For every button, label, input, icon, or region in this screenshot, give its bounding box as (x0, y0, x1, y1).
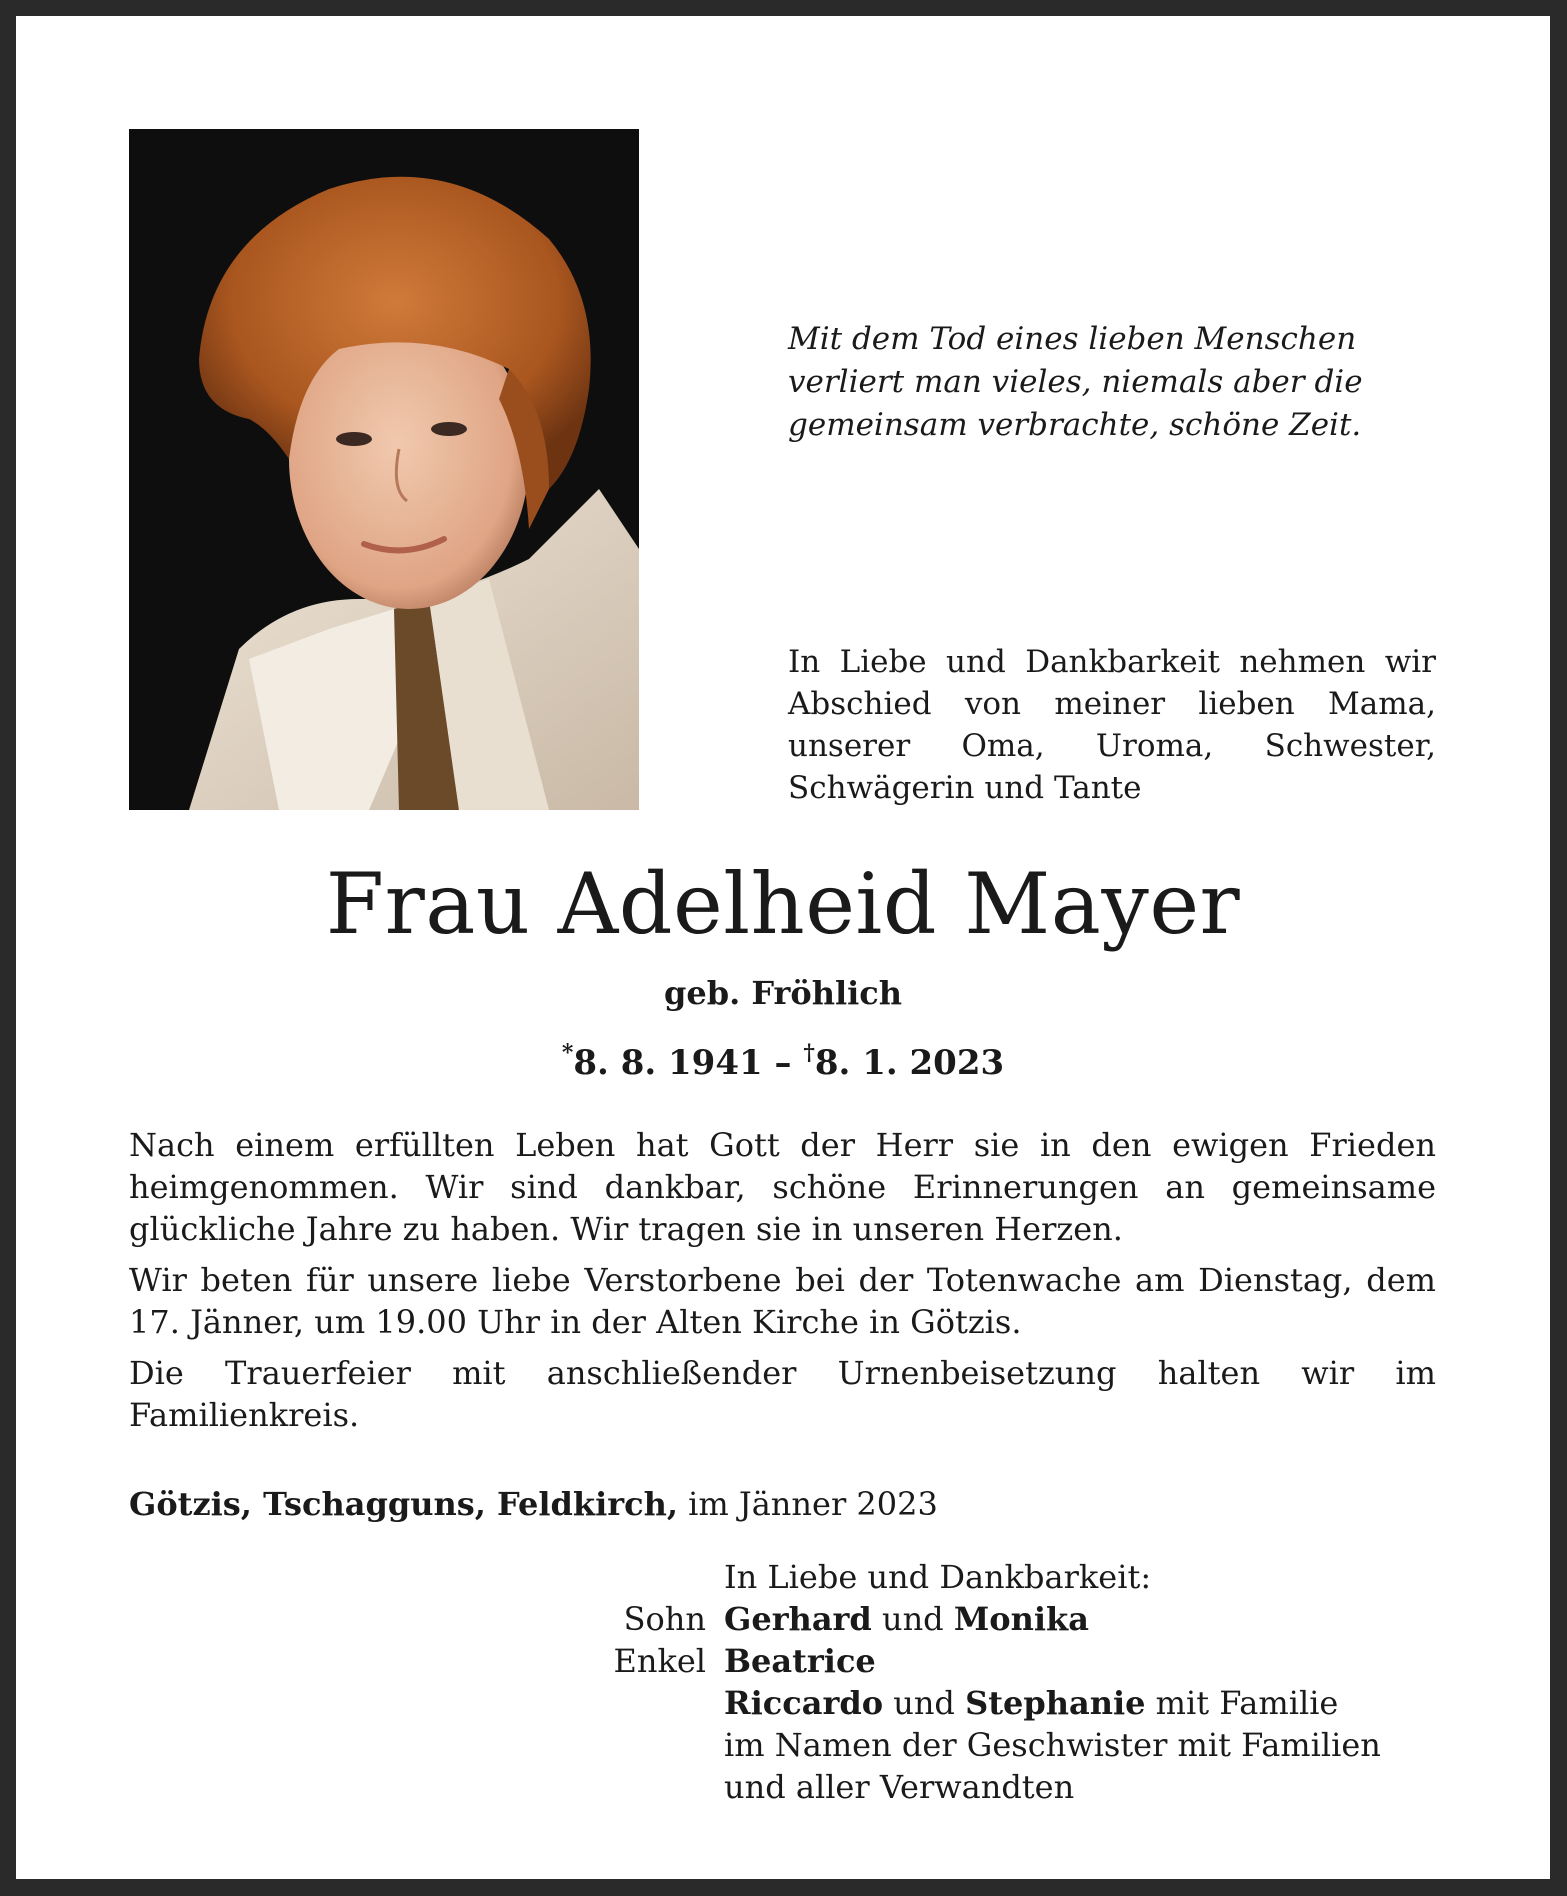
deceased-name: Frau Adelheid Mayer (325, 855, 1241, 953)
signer-name: Beatrice (724, 1642, 876, 1680)
quote-line: Mit dem Tod eines lieben Menschen (788, 321, 1357, 357)
birth-date: 8. 8. 1941 (573, 1043, 763, 1083)
death-cross-icon: † (803, 1040, 815, 1066)
signers-block (596, 1556, 1381, 1808)
joiner-text: und (871, 1600, 954, 1638)
signer-name: Gerhard (724, 1600, 872, 1638)
signer-name: Riccardo (724, 1684, 884, 1722)
quote-line: gemeinsam verbrachte, schöne Zeit. (788, 407, 1362, 443)
signer-name: Stephanie (965, 1684, 1146, 1722)
notice-date: im Jänner 2023 (677, 1485, 938, 1523)
siblings-line: im Namen der Geschwister mit Familien (724, 1726, 1381, 1764)
signer-name: Monika (953, 1600, 1089, 1638)
maiden-name: geb. Fröhlich (663, 974, 903, 1012)
date-separator: – (762, 1043, 804, 1083)
obituary-card (16, 16, 1550, 1879)
obituary-body (129, 1124, 1436, 1445)
body-paragraph: Nach einem erfüllten Leben hat Gott der Herr sie in den ewigen Frieden heimgenommen. Wir sind dankbar, schöne Erinnerungen an gemeinsame glückliche Jahre zu haben. Wir tragen sie in unseren Herzen. (129, 1126, 1436, 1248)
body-paragraph: Die Trauerfeier mit anschließender Urnenbeisetzung halten wir im Familienkreis. (129, 1354, 1436, 1434)
death-date: 8. 1. 2023 (814, 1043, 1005, 1083)
farewell-intro: In Liebe und Dankbarkeit nehmen wir Abschied von meiner lieben Mama, unserer Oma, Uroma, Schwester, Schwägerin und Tante (788, 644, 1436, 806)
place-names: Götzis, Tschagguns, Feldkirch, (129, 1485, 678, 1523)
signers-heading: In Liebe und Dankbarkeit: (724, 1558, 1152, 1596)
family-suffix: mit Familie (1145, 1684, 1339, 1722)
birth-star-icon: * (561, 1040, 574, 1066)
body-paragraph: Wir beten für unsere liebe Verstorbene bei der Totenwache am Dienstag, dem 17. Jänner, um 19.00 Uhr in der Alten Kirche in Götzis. (129, 1261, 1436, 1341)
life-dates (16, 1040, 1550, 1083)
relatives-line: und aller Verwandten (724, 1768, 1075, 1806)
quote-line: verliert man vieles, niemals aber die (788, 364, 1363, 400)
role-label-son: Sohn (623, 1600, 706, 1638)
memorial-quote (788, 318, 1468, 447)
joiner-text: und (883, 1684, 966, 1722)
portrait-photo (129, 129, 639, 810)
role-label-grandchild: Enkel (613, 1642, 706, 1680)
place-and-date (129, 1483, 938, 1525)
portrait-image (129, 129, 639, 810)
